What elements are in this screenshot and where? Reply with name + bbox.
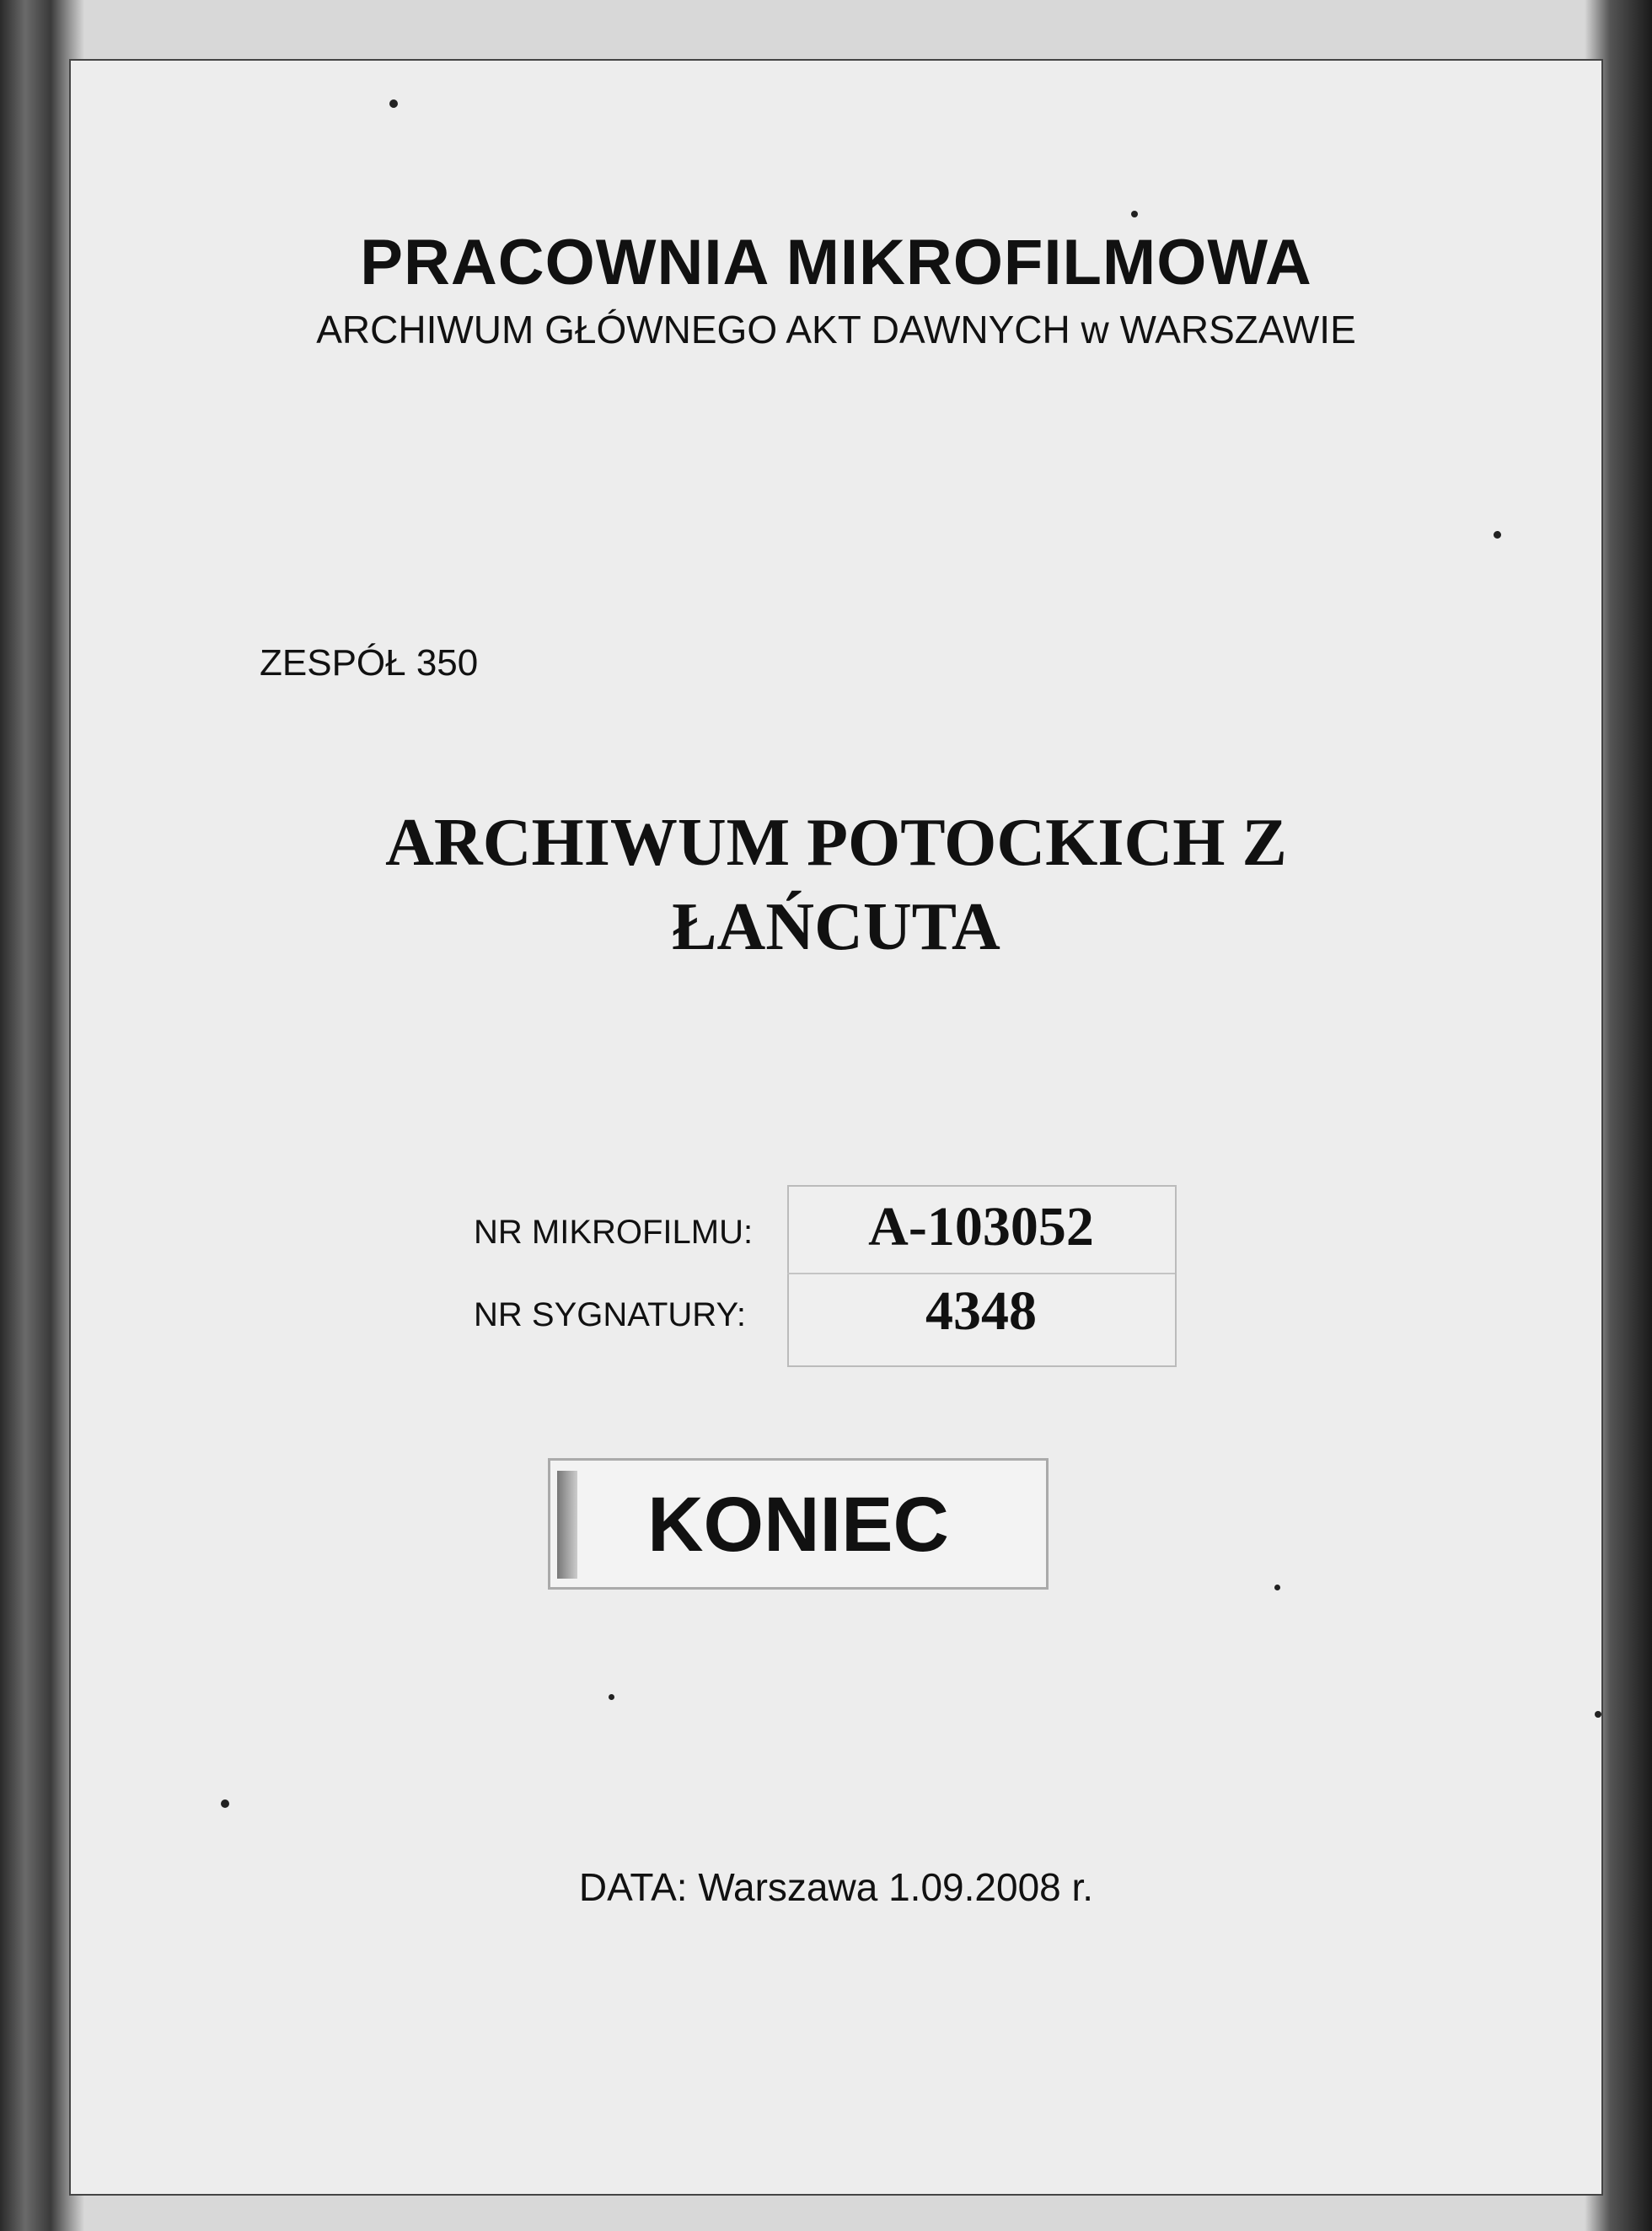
signature-number-value: 4348	[925, 1280, 1037, 1342]
end-label-text: KONIEC	[647, 1482, 949, 1568]
scan-speck	[221, 1799, 229, 1808]
signature-number-label: NR SYGNATURY:	[474, 1296, 747, 1333]
document-sheet	[69, 59, 1603, 2196]
institution-subtitle: ARCHIWUM GŁÓWNEGO AKT DAWNYCH w WARSZAWIE	[316, 308, 1356, 351]
end-label	[548, 1458, 1049, 1590]
scan-speck	[1274, 1585, 1280, 1590]
microfilm-number-label: NR MIKROFILMU:	[474, 1214, 754, 1251]
microfilm-number-value: A-103052	[868, 1196, 1094, 1258]
scan-speck	[1494, 531, 1501, 539]
collection-title-line-2: ŁAŃCUTA	[672, 890, 1000, 964]
scan-speck	[609, 1694, 614, 1700]
fond-number: ZESPÓŁ 350	[260, 642, 479, 684]
collection-title	[69, 801, 1603, 969]
scan-speck	[1131, 211, 1138, 217]
collection-title-line-1: ARCHIWUM POTOCKICH Z	[385, 806, 1287, 880]
scan-speck	[1595, 1711, 1601, 1718]
date-line: DATA: Warszawa 1.09.2008 r.	[578, 1865, 1094, 1909]
institution-title: PRACOWNIA MIKROFILMOWA	[360, 227, 1312, 298]
reference-box-divider	[787, 1273, 1175, 1274]
scan-speck	[389, 99, 398, 108]
